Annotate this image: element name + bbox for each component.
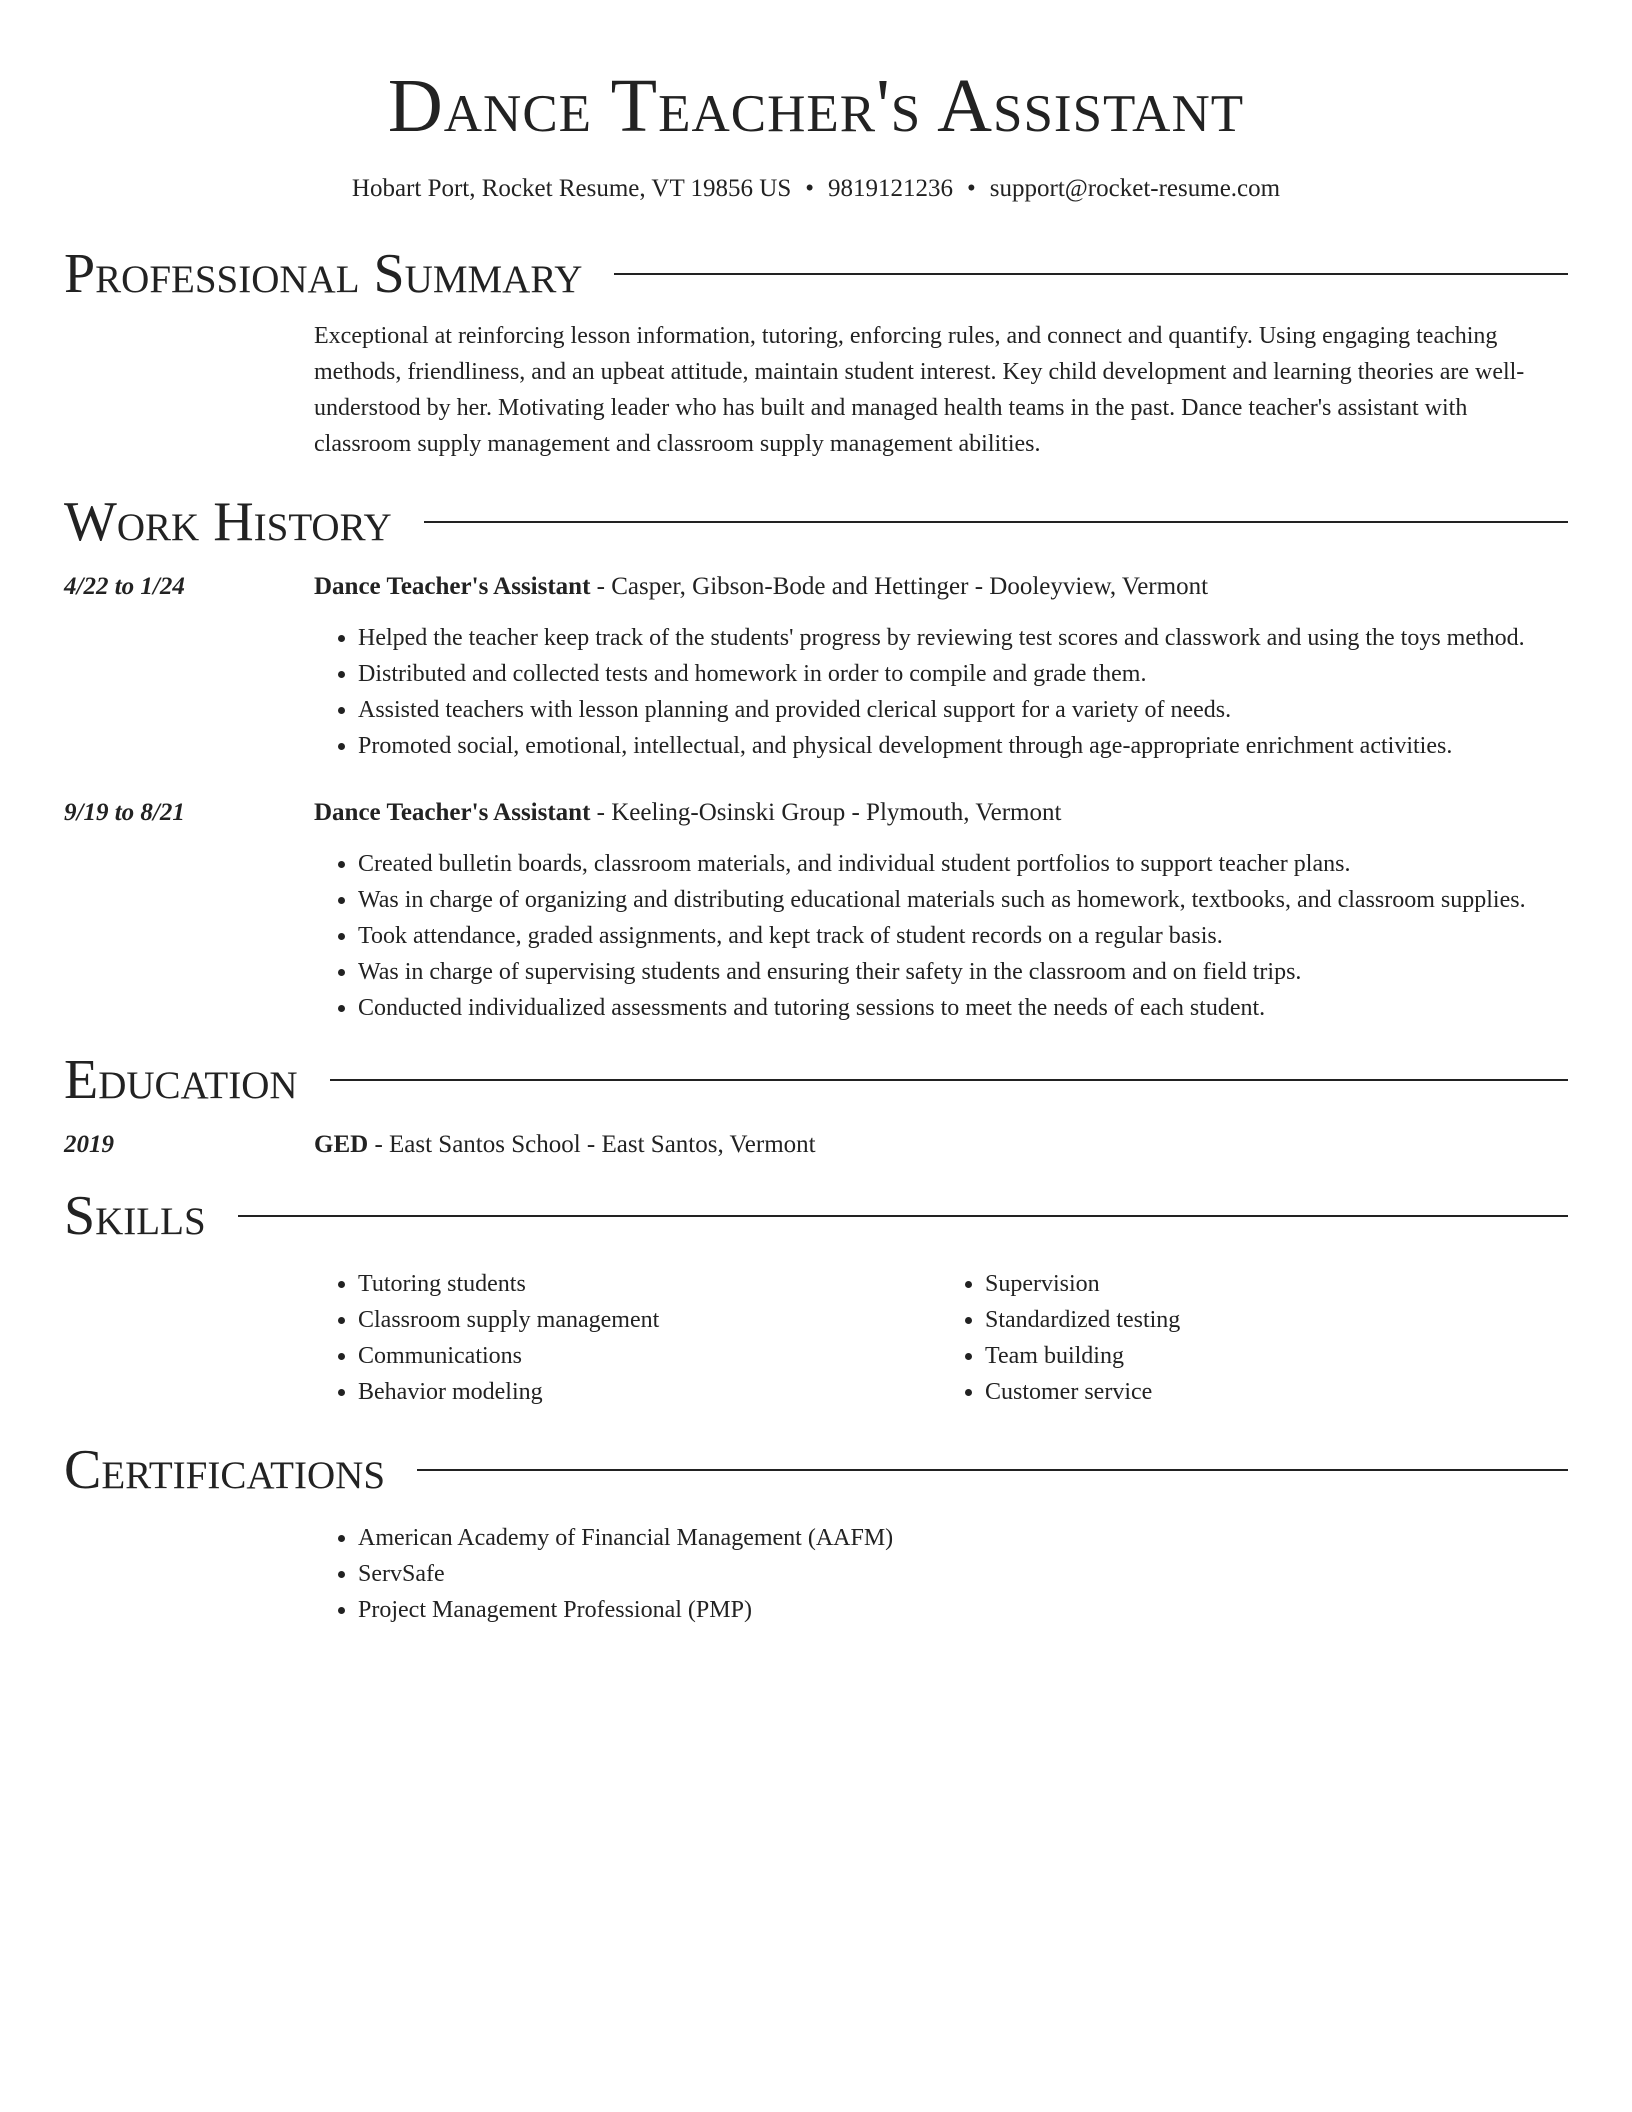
candidate-name: Dance Teacher's Assistant [387,64,1245,148]
skills-title: Skills [64,1185,206,1247]
skills-heading [64,1182,1568,1250]
job-bullets [314,620,1568,764]
contact-phone: 9819121236 [828,175,954,202]
section-divider [238,1215,1568,1217]
list-item: • Distributed and collected tests and homework in order to compile and grade them. [358,656,1568,692]
contact-address: Hobart Port, Rocket Resume, VT 19856 US [351,175,792,202]
education-heading [64,1046,1568,1114]
section-divider [614,273,1568,275]
summary-heading [64,240,1568,308]
list-item: • Created bulletin boards, classroom materials, and individual student portfolios to support teacher plans. [358,846,1568,882]
summary-row [64,308,1568,462]
list-item: • Helped the teacher keep track of the students' progress by reviewing test scores and classwork and using the toys method. [358,620,1568,656]
list-item: • Behavior modeling [358,1374,941,1410]
list-item: • Promoted social, emotional, intellectual, and physical development through age-appropriate enrichment activities. [358,728,1568,764]
summary-title: Professional Summary [64,243,583,305]
job-role: Dance Teacher's Assistant [314,799,591,826]
certifications-row [64,1520,1568,1628]
list-item: • Supervision [985,1266,1568,1302]
certifications-heading [64,1436,1568,1504]
education-line [314,1128,1568,1162]
summary-left-spacer [64,308,314,462]
job-role: Dance Teacher's Assistant [314,573,591,600]
section-divider [417,1469,1568,1471]
list-item: • Tutoring students [358,1266,941,1302]
contact-separator: • [967,175,976,202]
list-item: • Classroom supply management [358,1302,941,1338]
summary-text: Exceptional at reinforcing lesson information, tutoring, enforcing rules, and connect and quantify. Using engaging teaching methods, friendliness, and an upbeat attitude, maintain student interest. Key child development and learning theories are well-understood by her. Motivating leader who has built and managed health teams in the past. Dance teacher's assistant with classroom supply management and classroom supply management abilities. [314,323,1525,457]
education-entry [64,1128,1568,1162]
contact-email: support@rocket-resume.com [989,175,1281,202]
list-item: • Team building [985,1338,1568,1374]
skills-row [64,1266,1568,1410]
list-item: • Assisted teachers with lesson planning and provided clerical support for a variety of needs. [358,692,1568,728]
section-divider [330,1079,1568,1081]
list-item: • Standardized testing [985,1302,1568,1338]
skills-section [64,1182,1568,1410]
certifications-title: Certifications [64,1439,386,1501]
skills-left-spacer [64,1266,314,1410]
list-item: • Conducted individualized assessments and tutoring sessions to meet the needs of each student. [358,990,1568,1026]
list-item: • Customer service [985,1374,1568,1410]
work-section [64,488,1568,1026]
job-bullets [314,846,1568,1026]
job-details: - Keeling-Osinski Group - Plymouth, Vermont [590,799,1062,826]
job-details: - Casper, Gibson-Bode and Hettinger - Dooleyview, Vermont [590,573,1209,600]
list-item: • Communications [358,1338,941,1374]
list-item: • Was in charge of supervising students and ensuring their safety in the classroom and on field trips. [358,954,1568,990]
job-dates: 9/19 to 8/21 [64,799,185,826]
contact-separator: • [805,175,815,202]
list-item: • American Academy of Financial Management (AAFM) [358,1520,1568,1556]
education-title: Education [64,1049,298,1111]
skills-list-left [314,1266,941,1410]
job-dates: 4/22 to 1/24 [64,573,185,600]
list-item: • Was in charge of organizing and distributing educational materials such as homework, textbooks, and classroom supplies. [358,882,1568,918]
job-title-line [314,796,1568,830]
list-item: • Took attendance, graded assignments, and kept track of student records on a regular basis. [358,918,1568,954]
certifications-section [64,1436,1568,1628]
section-divider [424,521,1568,523]
education-details: - East Santos School - East Santos, Vermont [368,1131,816,1158]
education-degree: GED [314,1131,369,1158]
education-year: 2019 [64,1131,114,1158]
summary-section [64,240,1568,462]
work-heading [64,488,1568,556]
list-item: • Project Management Professional (PMP) [358,1592,1568,1628]
contact-line [64,172,1568,206]
certifications-list [314,1520,1568,1628]
education-section [64,1046,1568,1162]
job-entry [64,796,1568,1026]
certifications-left-spacer [64,1520,314,1628]
skills-list-right [941,1266,1568,1410]
skills-grid [314,1266,1568,1410]
job-title-line [314,570,1568,604]
list-item: • ServSafe [358,1556,1568,1592]
job-entry [64,570,1568,764]
work-title: Work History [64,491,392,553]
